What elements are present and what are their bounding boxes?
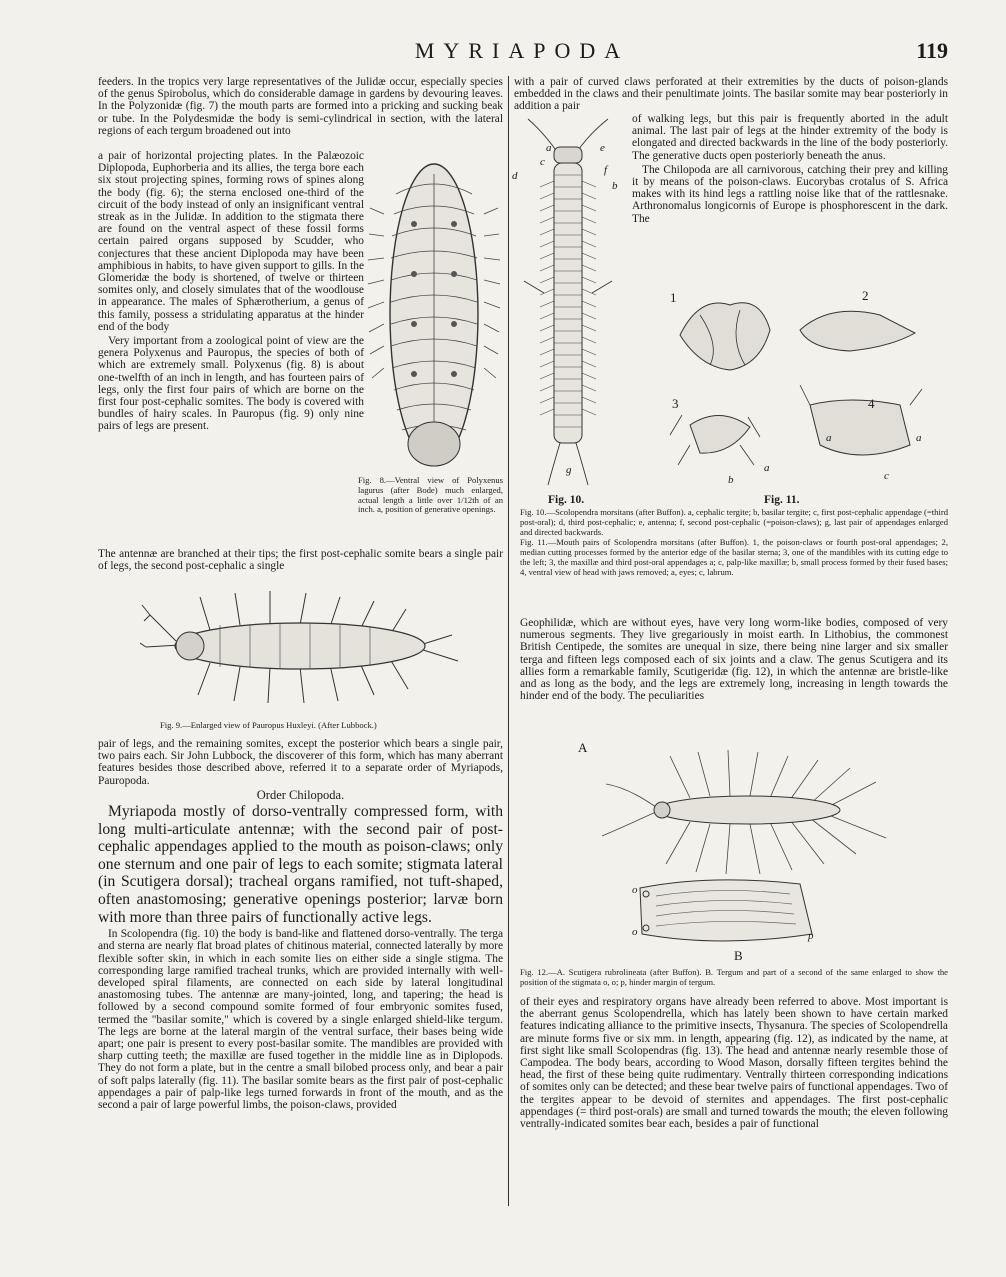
fig12-label-A: A [578, 740, 588, 755]
fig11-label-a3: a [916, 432, 922, 444]
order-definition: Myriapoda mostly of dorso-ventrally compressed form, with long multi-articulate antennæ; with the second pair of post-cephalic appendages applied to the mouth as poison-claws; only one sternum and one pair of legs to each somite; stigmata lateral (in Scutigera dorsal); tracheal organs ramified, not tuft-shaped, often anastomosing; generative openings posterior; larvæ born with more than three pairs of functionally active legs. [98, 803, 503, 926]
fig11-label: Fig. 11. [764, 494, 800, 506]
page-number: 119 [916, 38, 948, 63]
figure-11-mouthparts [660, 285, 950, 485]
fig12-label-o2: o [632, 926, 638, 938]
paragraph: of their eyes and respiratory organs have already been referred to above. Most important is the aberrant genus Scolopendrella, which has lately been shown to have certain marked features indicating alliance to the primitive insects, Thysanura. The species of Scolopendrella are minute forms five or six mm. in length, appearing (fig. 12), as indicated by the name, at first sight like small Scolopendras (fig. 13). The head and antennæ nearly resemble those of Campodea. The body bears, according to Wood Mason, dorsally fifteen tergites behind the head, the first of these being quite rudimentary. Ventrally thirteen corresponding indications of somites only can be detected; and these bear twelve pairs of functional appendages. Two of the tergites appear to be devoid of sternites and appendages. The first post-cephalic appendages (= third post-orals) are small and turned towards the mouth; the eleven following ventrally-indicated somites bear each, besides a pair of functional [520, 996, 948, 1131]
fig11-number-3: 3 [672, 396, 679, 411]
section-heading: Order Chilopoda. [256, 787, 345, 802]
figure-12-caption [520, 968, 948, 989]
paragraph: a pair of horizontal projecting plates. In the Palæozoic Diplopoda, Euphorberia and its allies, the terga bore each six stout projecting spines, forming rows of spines along the body (fig. 6); the sterna enclosed one-third of the circuit of the body instead of only an insignificant ventral streak as in the Julidæ. In addition to the stigmata there are found on the ventral aspect of these fossil forms certain paired organs supposed by Scudder, who conjectures that these ancient Diplopoda may have been amphibious in habits, to have given support to gills. In the Glomeridæ the body is shortened, of twelve or thirteen somites only, and closely simulates that of the woodlouse in appearance. The males of Sphærotherium, a genus of this family, possess a stridulating apparatus at the hinder end of the body [98, 150, 364, 333]
figure-8-caption [358, 476, 503, 516]
fig10-label-a: a [546, 142, 552, 154]
right-column-middle [520, 617, 948, 704]
paragraph: feeders. In the tropics very large representatives of the Julidæ occur, especially species of the genus Spirobolus, which do considerable damage in gardens by devouring leaves. In the Polyzonidæ (fig. 7) the mouth parts are formed into a pricking and sucking beak or tube. In the Polydesmidæ the body is semi-cylindrical in section, with the lateral regions of each tergum broadened out into [98, 76, 503, 137]
paragraph: The antennæ are branched at their tips; the first post-cephalic somite bears a single pair of legs, the second post-cephalic a single [98, 548, 503, 573]
fig11-label-a2: a [826, 432, 832, 444]
fig10-label-g: g [566, 464, 572, 476]
paragraph: pair of legs, and the remaining somites, except the posterior which bears a single pair, two pairs each. Sir John Lubbock, the discoverer of this form, which has many aberrant features besides those described above, referred it to a separate order of Myriapods, Pauropoda. [98, 738, 503, 787]
fig10-label-c: c [540, 156, 545, 168]
fig12-label-p: p [808, 930, 814, 942]
fig10-label: Fig. 10. [548, 494, 585, 506]
left-column-top [98, 76, 503, 139]
fig10-label-d: d [512, 170, 518, 182]
left-column-bottom [98, 738, 503, 1113]
figure-8-polyxenus [366, 154, 502, 474]
fig11-label-a: a [764, 462, 770, 474]
caption-text: Fig. 8.—Ventral view of Polyxenus lagurus (after Bode) much enlarged, actual length a little over 1/12th of an inch. a, position of generative openings. [358, 475, 503, 515]
paragraph: with a pair of curved claws perforated at their extremities by the ducts of poison-glands embedded in the claws and their penultimate joints. The basilar somite may bear posteriorly in addition a pair [514, 76, 948, 113]
running-head: MYRIAPODA [414, 38, 630, 63]
caption-text: Fig. 12.—A. Scutigera rubrolineata (after Buffon). B. Tergum and part of a second of the same enlarged to show the position of the stigmata o, o; p, hinder margin of tergum. [520, 967, 948, 987]
fig10-label-b: b [612, 180, 618, 192]
caption-text: Fig. 11.—Mouth pairs of Scolopendra morsitans (after Buffon). 1, the poison-claws or fourth post-oral appendages; 2, median cutting processes formed by the anterior edge of the basilar sterna; 3, one of the mandibles with its cutting edge to the left; 3, the maxillæ and third post-oral appendages a; c, palp-like maxillæ; b, small process formed by their fused bases; 4, ventral view of head with jaws removed; a, eyes; c, labrum. [520, 537, 948, 577]
caption-text: Fig. 10.—Scolopendra morsitans (after Buffon). a, cephalic tergite; b, basilar tergite; c, first post-cephalic appendage (=third post-oral); d, third post-cephalic; e, antenna; f, second post-cephalic (=poison-claws); g, last pair of appendages enlarged and directed backwards. [520, 507, 948, 537]
right-column-top [514, 76, 948, 115]
fig12-label-o1: o [632, 884, 638, 896]
page-header [96, 38, 948, 68]
right-column-bottom [520, 996, 948, 1132]
paragraph: The Chilopoda are all carnivorous, catching their prey and killing it by means of the poison-claws. Eucorybas crotalus of S. Africa makes with its hind legs a rattling noise like that of the rattlesnake. Arthronomalus longicornis of Europe is phosphorescent in the dark. The [632, 163, 948, 225]
fig10-label-f: f [604, 164, 608, 176]
paragraph: Geophilidæ, which are without eyes, have very long worm-like bodies, composed of very numerous segments. They live gregariously in moist earth. In Lithobius, the commonest British Centipede, the somites are unequal in size, there being nine larger and six smaller terga and fifteen legs composed each of six joints and a claw. The genus Scutigera and its allies form a remarkable family, Scutigeridæ (fig. 12), in which the antennæ are bristle-like and as long as the body, and the legs are extremely long, increasing in length towards the hinder end of the body. The peculiarities [520, 617, 948, 703]
left-column-antennae [98, 548, 503, 574]
fig11-label-c: c [884, 470, 889, 482]
figure-10-scolopendra [514, 113, 624, 491]
paragraph: Very important from a zoological point of view are the genera Polyxenus and Pauropus, the species of both of which are extremely small. Polyxenus (fig. 8) is about one-twelfth of an inch in length, and has fourteen pairs of legs, only the first four pairs of which are borne on the first four post-cephalic somites. The body is covered with bundles of hairy scales. In Pauropus (fig. 9) only nine pairs of legs are present. [98, 335, 364, 433]
fig10-label-e: e [600, 142, 605, 154]
figure-9-pauropus [140, 585, 470, 710]
column-divider [508, 76, 509, 1206]
fig11-number-4: 4 [868, 396, 875, 411]
caption-text: Fig. 9.—Enlarged view of Pauropus Huxleyi. (After Lubbock.) [160, 720, 377, 730]
figure-9-caption [160, 721, 460, 732]
paragraph: of walking legs, but this pair is frequently aborted in the adult animal. The last pair of legs at the hinder extremity of the body is elongated and directed backwards in the line of the body posteriorly. The generative ducts open posteriorly beneath the anus. [632, 113, 948, 162]
left-column-beside-figure [98, 150, 364, 435]
fig11-number-2: 2 [862, 288, 869, 303]
fig11-number-1: 1 [670, 290, 677, 305]
right-column-beside-figure [632, 113, 948, 227]
fig12-label-B: B [734, 948, 743, 963]
figure-10-11-captions [520, 508, 948, 579]
paragraph: In Scolopendra (fig. 10) the body is band-like and flattened dorso-ventrally. The terga and sterna are nearly flat broad plates of chitinous material, connected laterally by more flexible softer skin, in which in each somite lies on either side a single stigma. The corresponding large ramified tracheal trunks, which are provided internally with well-developed spiral filaments, are connected on each side by lateral longitudinal anastomosing tubes. The antennæ are many-jointed, long, and tapering; the head is followed by a second compound somite formed of four embryonic somites fused, termed the "basilar somite," which is covered by a single enlarged shield-like tergum. The legs are borne at the lateral margin of the ventral surface, their bases being wide apart; one pair is present to every post-basilar somite. The mandibles are provided with sharp cutting teeth; the maxillæ are fused together in the middle line as in Diplopods. They do not form a plate, but in the centre a small bilobed process only, and bear a pair of soft palps laterally (fig. 11). The basilar somite bears as the first pair of post-cephalic appendages a pair of palp-like legs turned forwards in front of the mouth, and as the second a pair of large powerful limbs, the poison-claws, provided [98, 928, 503, 1112]
figure-12-scutigera [600, 748, 900, 980]
fig11-label-b: b [728, 474, 734, 486]
